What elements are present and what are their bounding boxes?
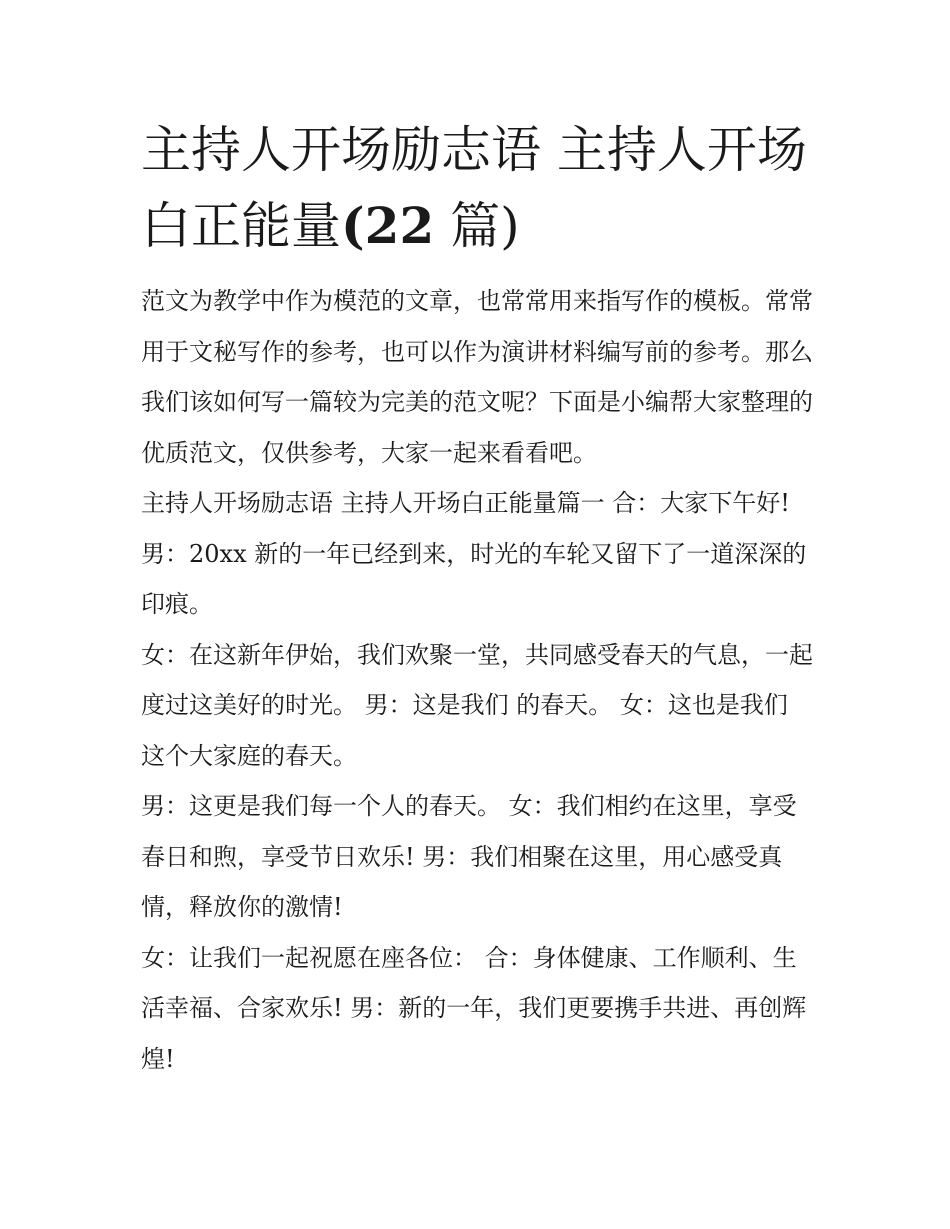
body-paragraph: 男：这更是我们每一个人的春天。 女：我们相约在这里，享受春日和煦，享受节日欢乐! 男：我们相聚在这里，用心感受真情，释放你的激情! <box>141 792 797 921</box>
document-body <box>141 276 813 1084</box>
body-paragraph: 女：在这新年伊始，我们欢聚一堂，共同感受春天的气息，一起度过这美好的时光。 男：这是我们 的春天。 女：这也是我们 这个大家庭的春天。 <box>141 640 813 770</box>
body-paragraph: 主持人开场励志语 主持人开场白正能量篇一 合：大家下午好! 男：20xx 新的一年已经到来，时光的车轮又留下了一道深深的印痕。 <box>141 489 807 618</box>
title-text: 主持人开场励志语 主持人开场白正能量 <box>141 121 807 255</box>
title-suffix: 篇) <box>434 197 520 255</box>
intro-paragraph: 范文为教学中作为模范的文章，也常常用来指写作的模板。常常用于文秘写作的参考，也可以作为演讲材料编写前的参考。那么我们该如何写一篇较为完美的范文呢？下面是小编帮大家整理的优质范文，仅供参考，大家一起来看看吧。 <box>141 287 813 467</box>
document-title <box>141 112 821 264</box>
title-count: (22 <box>341 196 435 255</box>
body-paragraph: 女：让我们一起祝愿在座各位： 合：身体健康、工作顺利、生活幸福、合家欢乐! 男：新的一年，我们更要携手共进、再创辉煌! <box>141 943 807 1073</box>
